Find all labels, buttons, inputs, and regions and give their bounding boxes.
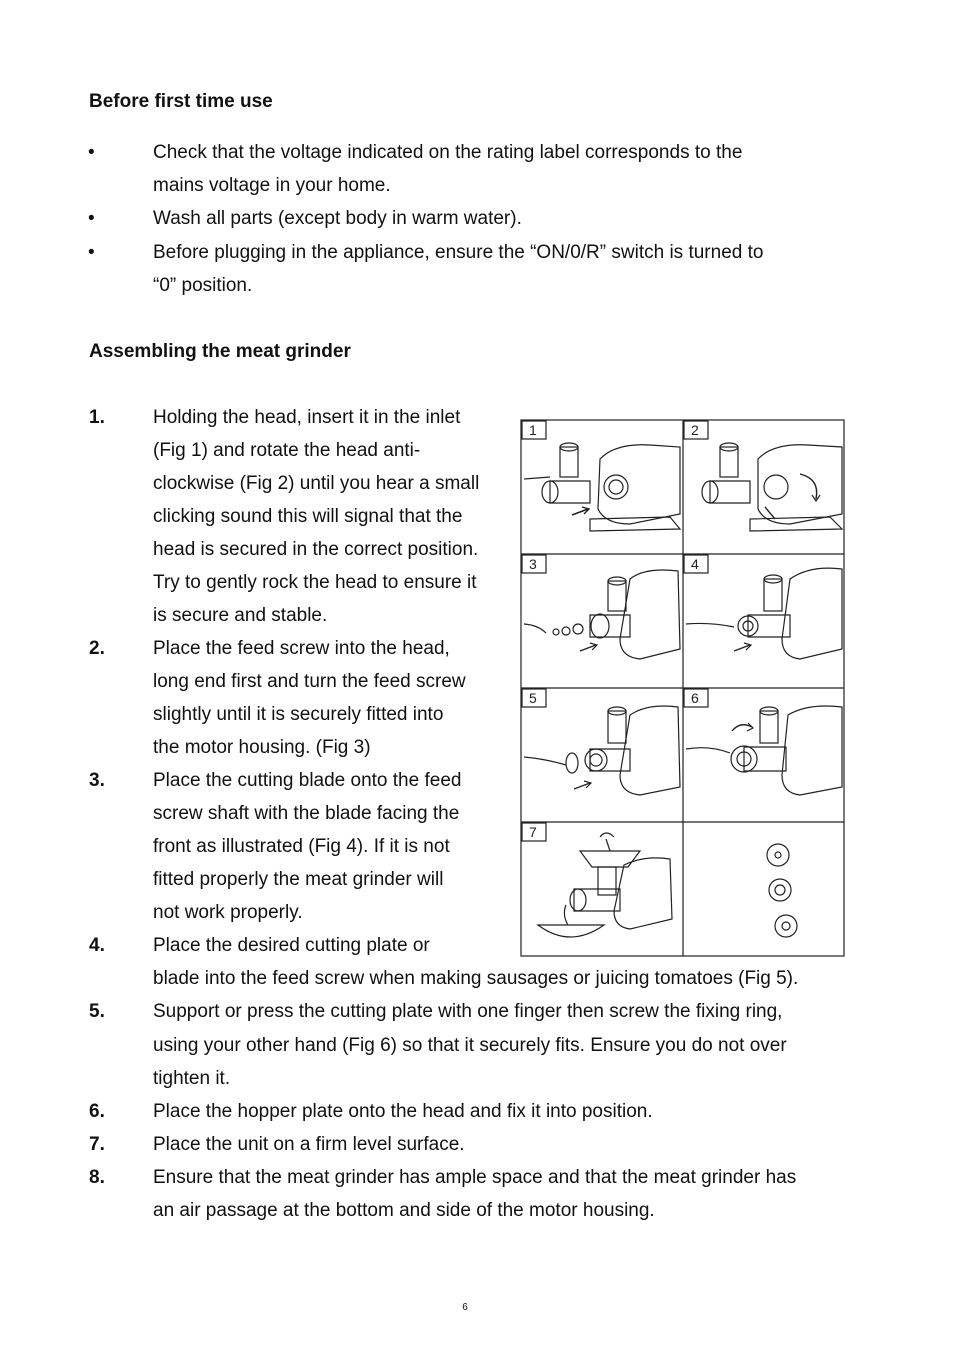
step-5-line-1: Support or press the cutting plate with one finger then screw the fixing ring,	[153, 1001, 783, 1022]
step-1-line-5: head is secured in the correct position.	[153, 539, 479, 560]
step-1-line-1: Holding the head, insert it in the inlet	[153, 407, 461, 428]
step-2-line-1: Place the feed screw into the head,	[153, 638, 450, 659]
step-number: 7.	[89, 1134, 105, 1155]
panel-label-6: 6	[691, 690, 699, 706]
heading-assembling: Assembling the meat grinder	[89, 341, 351, 362]
panel-8-cutting-plates	[767, 844, 797, 937]
bullet-dot: •	[88, 142, 95, 163]
bullet-3-line-2: “0” position.	[153, 275, 253, 296]
panel-4-drawing	[686, 568, 842, 659]
step-2-line-2: long end first and turn the feed screw	[153, 671, 466, 692]
panel-1-drawing	[524, 443, 680, 531]
step-number: 8.	[89, 1167, 105, 1188]
step-6-line-1: Place the hopper plate onto the head and fix it into position.	[153, 1101, 653, 1122]
step-4-line-2: blade into the feed screw when making sausages or juicing tomatoes (Fig 5).	[153, 968, 799, 989]
step-7-line-1: Place the unit on a firm level surface.	[153, 1134, 465, 1155]
step-1-line-2: (Fig 1) and rotate the head anti-	[153, 440, 421, 461]
bullet-1-line-2: mains voltage in your home.	[153, 175, 391, 196]
panel-label-7: 7	[529, 824, 537, 840]
step-3-line-2: screw shaft with the blade facing the	[153, 803, 460, 824]
step-5-line-3: tighten it.	[153, 1068, 231, 1089]
panel-label-5: 5	[529, 690, 537, 706]
bullet-dot: •	[88, 242, 95, 263]
panel-label-1: 1	[529, 422, 537, 438]
step-number: 5.	[89, 1001, 105, 1022]
step-number: 6.	[89, 1101, 105, 1122]
step-3-line-3: front as illustrated (Fig 4). If it is not	[153, 836, 450, 857]
bullet-3-line-1: Before plugging in the appliance, ensure the “ON/0/R” switch is turned to	[153, 242, 764, 263]
panel-3-drawing	[524, 570, 680, 659]
step-1-line-4: clicking sound this will signal that the	[153, 506, 463, 527]
bullet-2-line-1: Wash all parts (except body in warm water).	[153, 208, 522, 229]
panel-label-4: 4	[691, 556, 699, 572]
page-number: 6	[462, 1302, 468, 1313]
bullet-1-line-1: Check that the voltage indicated on the rating label corresponds to the	[153, 142, 743, 163]
panel-2-drawing	[702, 443, 842, 531]
step-1-line-3: clockwise (Fig 2) until you hear a small	[153, 473, 480, 494]
step-number: 4.	[89, 935, 105, 956]
step-8-line-1: Ensure that the meat grinder has ample space and that the meat grinder has	[153, 1167, 797, 1188]
heading-before-first-use: Before first time use	[89, 91, 273, 112]
step-number: 3.	[89, 770, 105, 791]
step-2-line-4: the motor housing. (Fig 3)	[153, 737, 371, 758]
step-2-line-3: slightly until it is securely fitted into	[153, 704, 444, 725]
step-3-line-1: Place the cutting blade onto the feed	[153, 770, 462, 791]
panel-label-3: 3	[529, 556, 537, 572]
panel-7-drawing	[538, 833, 672, 937]
step-8-line-2: an air passage at the bottom and side of the motor housing.	[153, 1200, 655, 1221]
step-3-line-5: not work properly.	[153, 902, 303, 923]
panel-5-drawing	[524, 706, 680, 795]
assembly-illustration	[520, 419, 846, 959]
step-4-line-1: Place the desired cutting plate or	[153, 935, 430, 956]
panel-label-2: 2	[691, 422, 699, 438]
bullet-dot: •	[88, 208, 95, 229]
step-3-line-4: fitted properly the meat grinder will	[153, 869, 444, 890]
step-1-line-6: Try to gently rock the head to ensure it	[153, 572, 477, 593]
step-number: 2.	[89, 638, 105, 659]
step-number: 1.	[89, 407, 105, 428]
step-5-line-2: using your other hand (Fig 6) so that it securely fits. Ensure you do not over	[153, 1035, 787, 1056]
step-1-line-7: is secure and stable.	[153, 605, 328, 626]
panel-6-drawing	[686, 706, 842, 795]
